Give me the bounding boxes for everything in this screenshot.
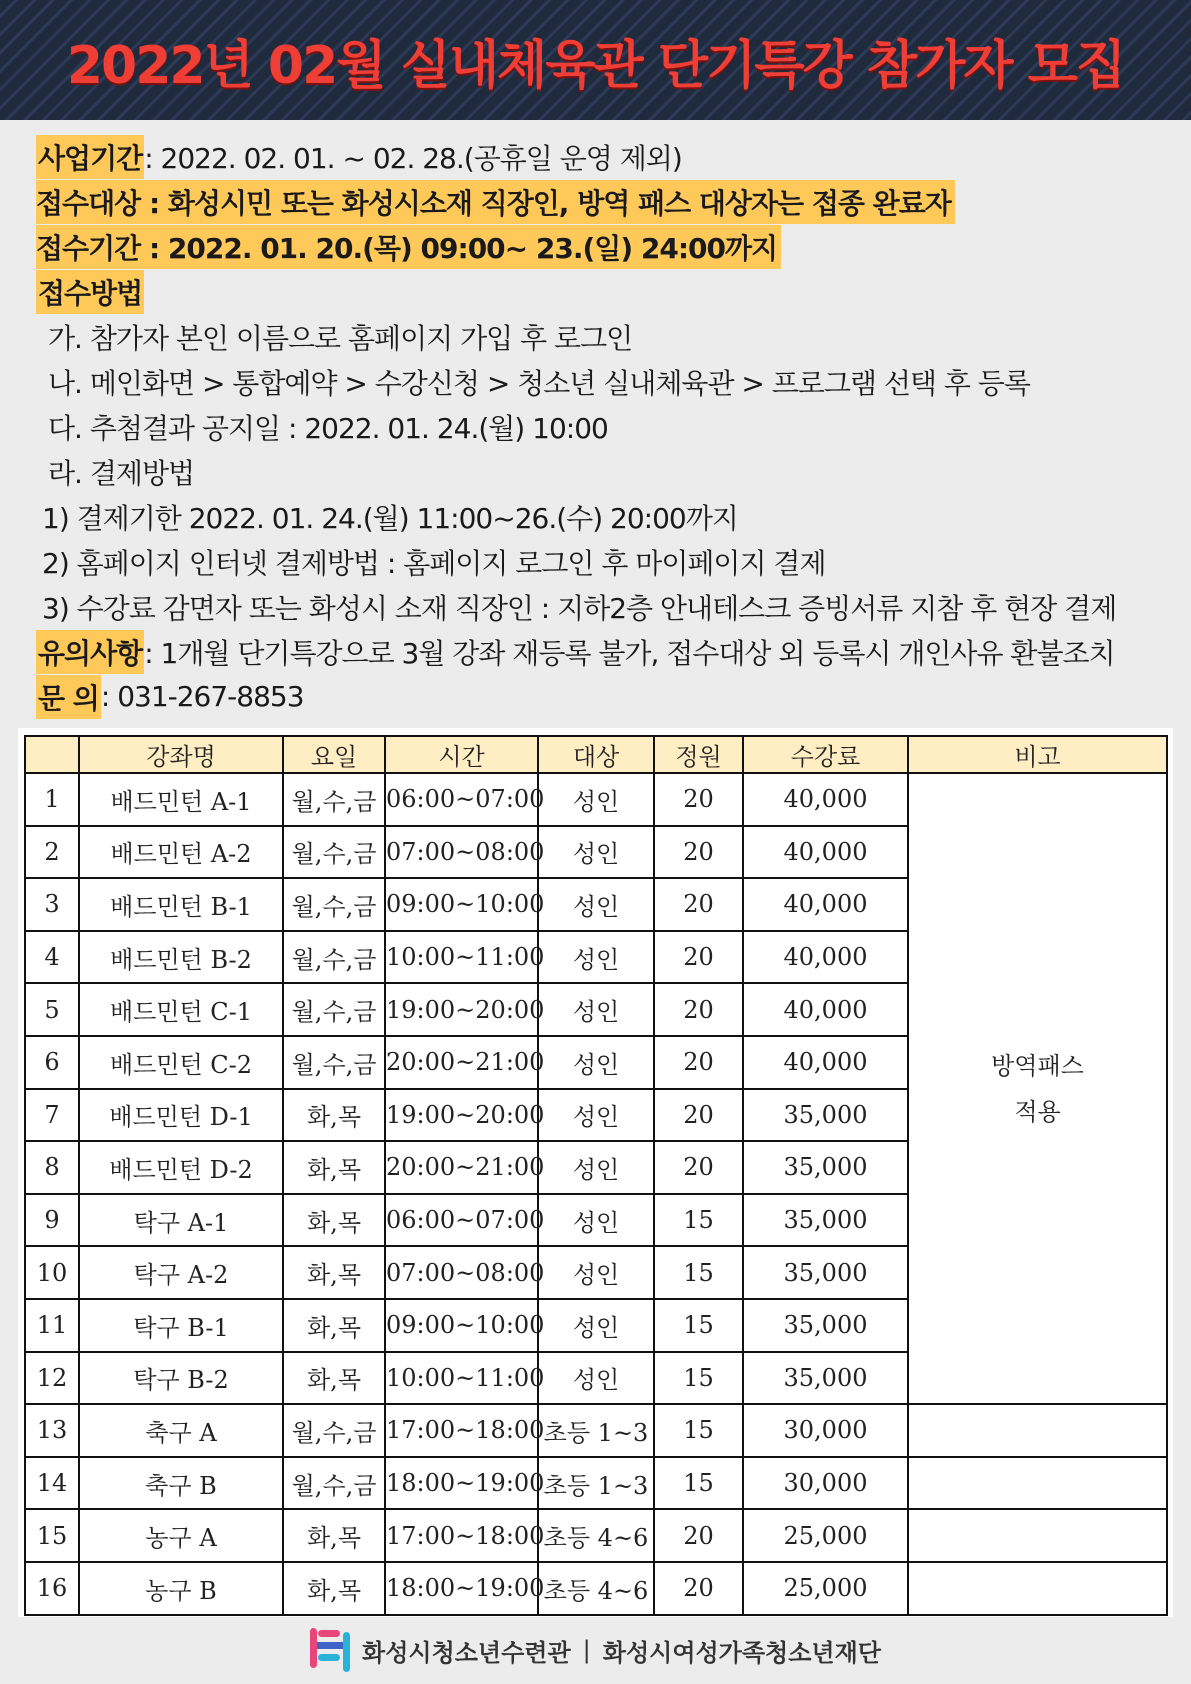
row-no: 12 <box>25 1352 79 1405</box>
foundation-logo-icon <box>310 1628 350 1672</box>
course-name: 배드민턴 D-1 <box>79 1089 283 1142</box>
note-cell-empty <box>908 1404 1167 1457</box>
course-target: 성인 <box>538 931 654 984</box>
table-header-row <box>25 736 1167 773</box>
course-time: 07:00~08:00 <box>385 1246 538 1299</box>
course-fee: 40,000 <box>743 878 908 931</box>
note-cell <box>908 773 1167 1404</box>
course-target: 성인 <box>538 1352 654 1405</box>
table-row <box>25 1562 1167 1615</box>
course-capacity: 15 <box>654 1194 743 1247</box>
title-banner <box>0 0 1191 120</box>
row-no: 2 <box>25 826 79 879</box>
row-no: 7 <box>25 1089 79 1142</box>
method-item: 나. 메인화면 > 통합예약 > 수강신청 > 청소년 실내체육관 > 프로그램 선택 후 등록 <box>48 366 1030 400</box>
target-line <box>36 179 1166 224</box>
header-day: 요일 <box>283 736 385 773</box>
course-fee: 35,000 <box>743 1089 908 1142</box>
course-target: 성인 <box>538 773 654 826</box>
course-day: 화,목 <box>283 1509 385 1562</box>
note-cell-empty <box>908 1509 1167 1562</box>
header-course: 강좌명 <box>79 736 283 773</box>
course-fee: 40,000 <box>743 826 908 879</box>
table-row <box>25 773 1167 826</box>
course-day: 화,목 <box>283 1562 385 1615</box>
header-capacity: 정원 <box>654 736 743 773</box>
course-capacity: 20 <box>654 1036 743 1089</box>
contact-value: : 031-267-8853 <box>100 680 304 713</box>
footer-org2: 화성시여성가족청소년재단 <box>602 1638 881 1667</box>
row-no: 8 <box>25 1141 79 1194</box>
course-fee: 35,000 <box>743 1246 908 1299</box>
row-no: 10 <box>25 1246 79 1299</box>
course-time: 09:00~10:00 <box>385 878 538 931</box>
header-target: 대상 <box>538 736 654 773</box>
course-time: 20:00~21:00 <box>385 1141 538 1194</box>
apply-period-line <box>36 224 1166 269</box>
course-time: 17:00~18:00 <box>385 1404 538 1457</box>
course-capacity: 20 <box>654 1562 743 1615</box>
method-line <box>36 269 1166 314</box>
footer <box>0 1625 1191 1675</box>
table-row <box>25 1457 1167 1510</box>
header-note: 비고 <box>908 736 1167 773</box>
row-no: 11 <box>25 1299 79 1352</box>
note-text-1: 방역패스 <box>991 1051 1084 1080</box>
course-day: 월,수,금 <box>283 878 385 931</box>
course-target: 성인 <box>538 1299 654 1352</box>
row-no: 3 <box>25 878 79 931</box>
course-day: 화,목 <box>283 1141 385 1194</box>
footer-divider: | <box>582 1636 591 1664</box>
note-text-2: 적용 <box>1014 1097 1061 1126</box>
row-no: 6 <box>25 1036 79 1089</box>
schedule-table-wrapper <box>18 728 1173 1617</box>
header-fee: 수강료 <box>743 736 908 773</box>
course-day: 화,목 <box>283 1194 385 1247</box>
course-fee: 35,000 <box>743 1352 908 1405</box>
payment-item: 3) 수강료 감면자 또는 화성시 소재 직장인 : 지하2층 안내테스크 증빙서류 지참 후 현장 결제 <box>42 591 1117 625</box>
course-name: 배드민턴 B-2 <box>79 931 283 984</box>
course-capacity: 15 <box>654 1352 743 1405</box>
course-capacity: 15 <box>654 1299 743 1352</box>
course-capacity: 20 <box>654 931 743 984</box>
table-row <box>25 1509 1167 1562</box>
course-time: 18:00~19:00 <box>385 1562 538 1615</box>
note-cell-empty <box>908 1562 1167 1615</box>
schedule-table <box>24 735 1168 1616</box>
course-fee: 40,000 <box>743 1036 908 1089</box>
course-day: 월,수,금 <box>283 1457 385 1510</box>
course-fee: 40,000 <box>743 773 908 826</box>
course-time: 10:00~11:00 <box>385 931 538 984</box>
notice-label: 유의사항 <box>36 630 144 674</box>
course-target: 성인 <box>538 1141 654 1194</box>
course-target: 초등 4~6 <box>538 1509 654 1562</box>
course-target: 성인 <box>538 1089 654 1142</box>
course-time: 07:00~08:00 <box>385 826 538 879</box>
course-name: 축구 B <box>79 1457 283 1510</box>
notice-line <box>36 629 1166 674</box>
table-body <box>25 773 1167 1615</box>
course-capacity: 15 <box>654 1246 743 1299</box>
target-text: 접수대상 : 화성시민 또는 화성시소재 직장인, 방역 패스 대상자는 접종 완료자 <box>36 180 955 224</box>
period-label: 사업기간 <box>36 135 144 179</box>
row-no: 15 <box>25 1509 79 1562</box>
row-no: 4 <box>25 931 79 984</box>
course-name: 농구 B <box>79 1562 283 1615</box>
course-name: 배드민턴 C-1 <box>79 983 283 1036</box>
header-no <box>25 736 79 773</box>
course-capacity: 15 <box>654 1457 743 1510</box>
course-fee: 35,000 <box>743 1194 908 1247</box>
course-capacity: 20 <box>654 826 743 879</box>
course-fee: 30,000 <box>743 1404 908 1457</box>
table-row <box>25 1404 1167 1457</box>
course-target: 성인 <box>538 1246 654 1299</box>
course-name: 배드민턴 A-1 <box>79 773 283 826</box>
course-day: 월,수,금 <box>283 983 385 1036</box>
course-target: 성인 <box>538 1036 654 1089</box>
course-day: 월,수,금 <box>283 826 385 879</box>
row-no: 13 <box>25 1404 79 1457</box>
course-name: 탁구 B-1 <box>79 1299 283 1352</box>
course-target: 초등 1~3 <box>538 1457 654 1510</box>
course-name: 배드민턴 A-2 <box>79 826 283 879</box>
course-day: 월,수,금 <box>283 931 385 984</box>
course-target: 초등 1~3 <box>538 1404 654 1457</box>
header-time: 시간 <box>385 736 538 773</box>
course-time: 17:00~18:00 <box>385 1509 538 1562</box>
method-item: 라. 결제방법 <box>48 456 195 490</box>
course-name: 농구 A <box>79 1509 283 1562</box>
payment-item: 1) 결제기한 2022. 01. 24.(월) 11:00~26.(수) 20:00까지 <box>42 501 738 535</box>
course-fee: 30,000 <box>743 1457 908 1510</box>
row-no: 16 <box>25 1562 79 1615</box>
course-target: 성인 <box>538 878 654 931</box>
course-time: 10:00~11:00 <box>385 1352 538 1405</box>
course-capacity: 20 <box>654 1089 743 1142</box>
course-fee: 40,000 <box>743 931 908 984</box>
course-name: 배드민턴 C-2 <box>79 1036 283 1089</box>
course-fee: 35,000 <box>743 1299 908 1352</box>
course-name: 탁구 A-2 <box>79 1246 283 1299</box>
course-day: 화,목 <box>283 1089 385 1142</box>
course-capacity: 20 <box>654 1509 743 1562</box>
course-name: 탁구 A-1 <box>79 1194 283 1247</box>
course-target: 성인 <box>538 983 654 1036</box>
course-name: 배드민턴 D-2 <box>79 1141 283 1194</box>
method-item: 가. 참가자 본인 이름으로 홈페이지 가입 후 로그인 <box>48 321 633 355</box>
period-value: : 2022. 02. 01. ~ 02. 28.(공휴일 운영 제외) <box>144 141 682 175</box>
course-fee: 25,000 <box>743 1562 908 1615</box>
course-capacity: 15 <box>654 1404 743 1457</box>
row-no: 14 <box>25 1457 79 1510</box>
course-time: 06:00~07:00 <box>385 773 538 826</box>
row-no: 5 <box>25 983 79 1036</box>
course-day: 화,목 <box>283 1246 385 1299</box>
course-name: 배드민턴 B-1 <box>79 878 283 931</box>
course-capacity: 20 <box>654 1141 743 1194</box>
payment-item: 2) 홈페이지 인터넷 결제방법 : 홈페이지 로그인 후 마이페이지 결제 <box>42 546 826 580</box>
apply-period-text: 접수기간 : 2022. 01. 20.(목) 09:00~ 23.(일) 24:00까지 <box>36 225 781 269</box>
info-section <box>36 134 1166 719</box>
course-target: 성인 <box>538 1194 654 1247</box>
course-day: 월,수,금 <box>283 1404 385 1457</box>
course-capacity: 20 <box>654 878 743 931</box>
course-fee: 35,000 <box>743 1141 908 1194</box>
page-title: 2022년 02월 실내체육관 단기특강 참가자 모집 <box>66 35 1125 96</box>
period-line <box>36 134 1166 179</box>
notice-value: : 1개월 단기특강으로 3월 강좌 재등록 불가, 접수대상 외 등록시 개인사유 환불조치 <box>144 636 1115 670</box>
course-fee: 25,000 <box>743 1509 908 1562</box>
method-label: 접수방법 <box>36 270 144 314</box>
course-time: 20:00~21:00 <box>385 1036 538 1089</box>
contact-line <box>36 674 1166 719</box>
course-time: 19:00~20:00 <box>385 1089 538 1142</box>
course-day: 월,수,금 <box>283 1036 385 1089</box>
row-no: 9 <box>25 1194 79 1247</box>
course-time: 09:00~10:00 <box>385 1299 538 1352</box>
contact-label: 문 의 <box>36 675 101 719</box>
course-day: 월,수,금 <box>283 773 385 826</box>
course-target: 성인 <box>538 826 654 879</box>
course-day: 화,목 <box>283 1352 385 1405</box>
course-time: 06:00~07:00 <box>385 1194 538 1247</box>
course-target: 초등 4~6 <box>538 1562 654 1615</box>
course-name: 축구 A <box>79 1404 283 1457</box>
course-name: 탁구 B-2 <box>79 1352 283 1405</box>
method-item: 다. 추첨결과 공지일 : 2022. 01. 24.(월) 10:00 <box>48 411 608 445</box>
footer-org1: 화성시청소년수련관 <box>362 1638 571 1667</box>
course-capacity: 20 <box>654 773 743 826</box>
course-day: 화,목 <box>283 1299 385 1352</box>
row-no: 1 <box>25 773 79 826</box>
note-cell-empty <box>908 1457 1167 1510</box>
course-capacity: 20 <box>654 983 743 1036</box>
course-time: 18:00~19:00 <box>385 1457 538 1510</box>
course-time: 19:00~20:00 <box>385 983 538 1036</box>
course-fee: 40,000 <box>743 983 908 1036</box>
